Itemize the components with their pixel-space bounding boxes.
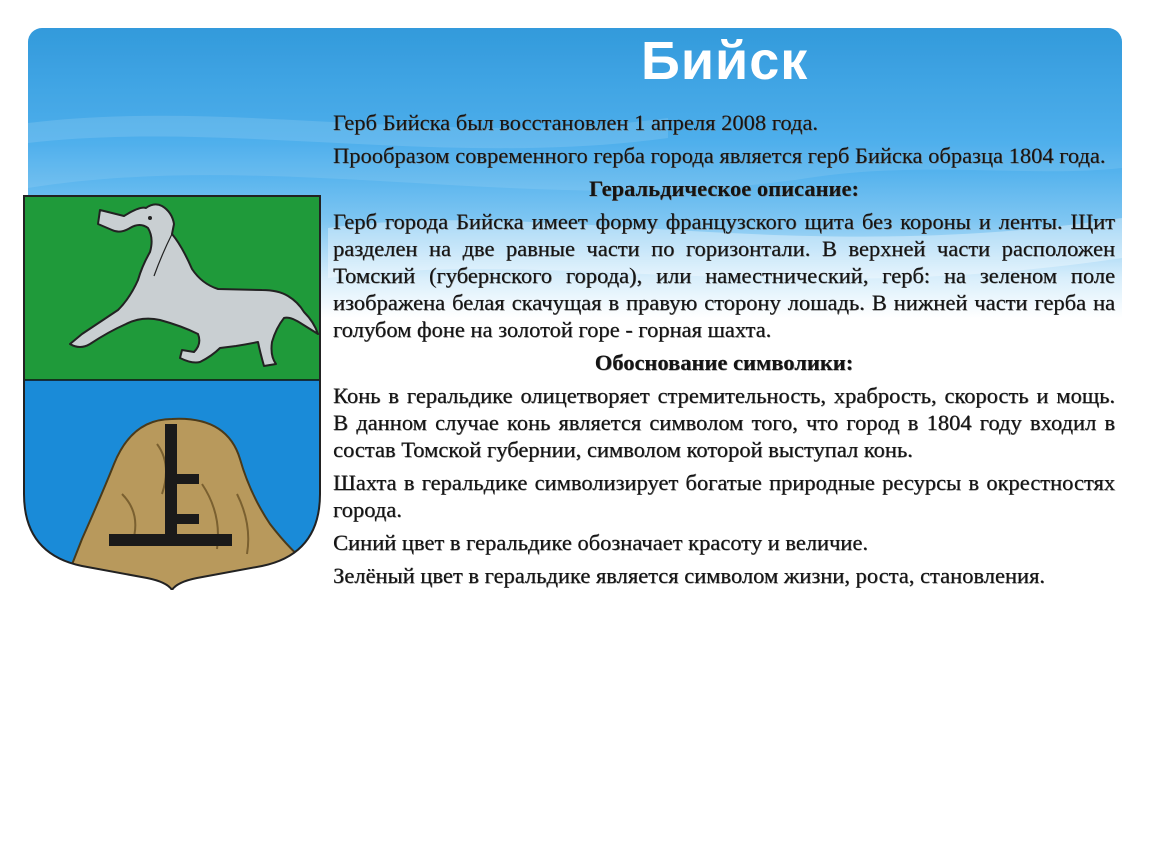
paragraph: Шахта в геральдике символизирует богатые природные ресурсы в окрестностях города. xyxy=(333,470,1115,522)
paragraph: Зелёный цвет в геральдике является символом жизни, роста, становления. xyxy=(333,563,1045,588)
paragraph: Синий цвет в геральдике обозначает красоту и величие. xyxy=(333,530,868,555)
paragraph: Герб города Бийска имеет форму французского щита без короны и ленты. Щит разделен на две равные части по горизонтали. В верхней части расположен Томский (губернского города), или наместнический, герб: на зеленом поле изображена белая скачущая в правую сторону лошадь. В нижней части герба на голубом фоне на золотой горе - горная шахта. xyxy=(333,209,1115,342)
section-heading: Геральдическое описание: xyxy=(589,176,859,201)
coat-of-arms-icon xyxy=(22,194,322,590)
slide-title: Бийск xyxy=(641,31,809,91)
slide-body-text xyxy=(333,109,1115,595)
section-heading: Обоснование символики: xyxy=(594,350,854,375)
paragraph: Конь в геральдике олицетворяет стремительность, храбрость, скорость и мощь. В данном случае конь является символом того, что город в 1804 году входил в состав Томской губернии, символом которой выступал конь. xyxy=(333,383,1115,462)
paragraph: Прообразом современного герба города является герб Бийска образца 1804 года. xyxy=(333,143,1106,168)
paragraph: Герб Бийска был восстановлен 1 апреля 2008 года. xyxy=(333,110,819,135)
